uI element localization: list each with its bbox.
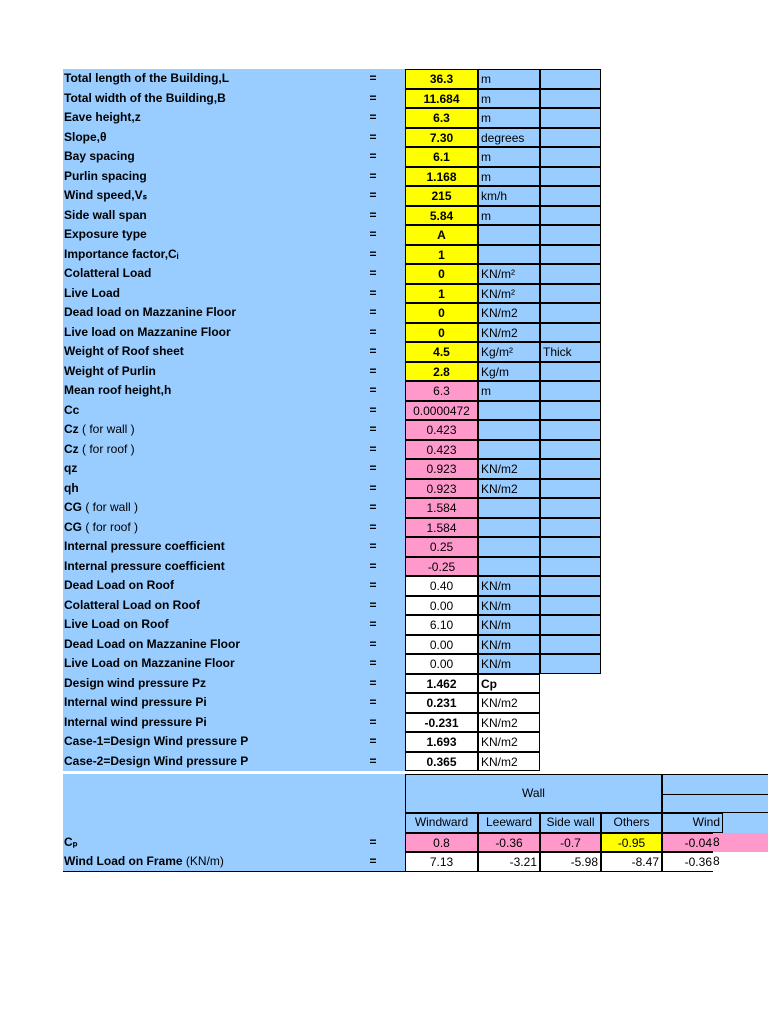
equals-sign: = (341, 167, 405, 187)
unit-cell: m (478, 167, 540, 187)
extra-cell (540, 225, 601, 245)
row-label: Case-1=Design Wind pressure P (63, 732, 341, 752)
extra-cell (540, 479, 601, 499)
extra-cell (540, 128, 601, 148)
extra-cell (540, 596, 601, 616)
value-cell[interactable]: 1 (405, 245, 478, 265)
unit-cell: KN/m (478, 596, 540, 616)
row-label: Cz ( for wall ) (63, 420, 341, 440)
table-row (63, 342, 601, 362)
value-cell: 0.365 (405, 752, 478, 772)
extra-cell (540, 108, 601, 128)
unit-cell: KN/m2 (478, 732, 540, 752)
row-label: Internal wind pressure Pi (63, 693, 341, 713)
unit-cell: KN/m (478, 576, 540, 596)
value-cell[interactable]: 0 (405, 323, 478, 343)
equals-sign: = (341, 537, 405, 557)
table-row (63, 654, 601, 674)
row-label: Total length of the Building,L (63, 69, 341, 89)
value-cell: 0.0000472 (405, 401, 478, 421)
value-cell: -0.25 (405, 557, 478, 577)
unit-cell: m (478, 381, 540, 401)
table-row (63, 440, 601, 460)
value-cell: 0.00 (405, 635, 478, 655)
extra-cell (540, 401, 601, 421)
equals-sign: = (341, 596, 405, 616)
extra-cell (540, 89, 601, 109)
extra-cell (540, 518, 601, 538)
row-label: CG ( for roof ) (63, 518, 341, 538)
table-row (63, 167, 601, 187)
row-label: Dead load on Mazzanine Floor (63, 303, 341, 323)
value-cell: -0.231 (405, 713, 478, 733)
equals-sign: = (341, 459, 405, 479)
row-label: Slope,θ (63, 128, 341, 148)
row-label: Exposure type (63, 225, 341, 245)
value-cell[interactable]: 6.3 (405, 108, 478, 128)
unit-cell: KN/m² (478, 264, 540, 284)
header-left-block (63, 774, 405, 833)
row-label: Purlin spacing (63, 167, 341, 187)
table-row (63, 225, 601, 245)
roof-group-divider (662, 794, 768, 795)
cp-trailing: 8 (713, 833, 768, 853)
row-label: Live Load (63, 284, 341, 304)
row-label: Internal pressure coefficient (63, 557, 341, 577)
table-row (63, 401, 601, 421)
value-cell[interactable]: A (405, 225, 478, 245)
unit-cell: KN/m (478, 654, 540, 674)
unit-cell: m (478, 89, 540, 109)
unit-cell: degrees (478, 128, 540, 148)
value-cell: 0.923 (405, 479, 478, 499)
extra-cell (540, 362, 601, 382)
row-label: Colatteral Load on Roof (63, 596, 341, 616)
equals-sign: = (341, 225, 405, 245)
equals-sign: = (341, 752, 405, 772)
unit-cell: m (478, 108, 540, 128)
row-label: Case-2=Design Wind pressure P (63, 752, 341, 772)
value-cell[interactable]: 215 (405, 186, 478, 206)
equals-sign: = (341, 479, 405, 499)
equals-sign: = (341, 654, 405, 674)
table-row (63, 186, 601, 206)
unit-cell: KN/m2 (478, 752, 540, 772)
unit-cell (478, 498, 540, 518)
unit-cell: Kg/m (478, 362, 540, 382)
row-label: Side wall span (63, 206, 341, 226)
unit-cell: KN/m2 (478, 693, 540, 713)
table-row (63, 557, 601, 577)
unit-cell: KN/m² (478, 284, 540, 304)
table-row (63, 323, 601, 343)
unit-cell (478, 518, 540, 538)
equals-sign: = (341, 186, 405, 206)
row-label: Cc (63, 401, 341, 421)
value-cell[interactable]: 0 (405, 264, 478, 284)
table-row (63, 498, 601, 518)
row-label: Live Load on Roof (63, 615, 341, 635)
extra-cell (540, 459, 601, 479)
equals-sign: = (341, 69, 405, 89)
extra-cell (540, 186, 601, 206)
equals-sign: = (341, 206, 405, 226)
value-cell: 1.584 (405, 498, 478, 518)
equals-sign: = (341, 381, 405, 401)
extra-cell (540, 303, 601, 323)
row-label: qh (63, 479, 341, 499)
unit-cell (478, 537, 540, 557)
value-cell: 0.231 (405, 693, 478, 713)
value-cell[interactable]: 1.168 (405, 167, 478, 187)
extra-cell (540, 537, 601, 557)
equals-sign: = (341, 615, 405, 635)
table-row (63, 420, 601, 440)
value-cell[interactable]: 6.1 (405, 147, 478, 167)
row-label: Colatteral Load (63, 264, 341, 284)
equals-sign: = (341, 420, 405, 440)
value-cell[interactable]: 1 (405, 284, 478, 304)
equals-sign: = (341, 362, 405, 382)
wind-load-trailing: 8 (713, 852, 723, 872)
extra-cell (540, 323, 601, 343)
extra-cell (540, 147, 601, 167)
table-row (63, 303, 601, 323)
table-row (63, 128, 601, 148)
extra-cell: Thick (540, 342, 601, 362)
cp-value-cell: -0.36 (478, 833, 540, 853)
extra-cell (540, 635, 601, 655)
equals-sign: = (341, 108, 405, 128)
extra-cell (540, 206, 601, 226)
table-row (63, 674, 601, 694)
wind-load-value-cell: -0.36 (662, 852, 723, 872)
extra-cell (540, 654, 601, 674)
extra-cell (540, 576, 601, 596)
equals-sign: = (341, 518, 405, 538)
table-row (63, 206, 601, 226)
table-row (63, 693, 601, 713)
unit-cell: KN/m2 (478, 303, 540, 323)
table-row (63, 108, 601, 128)
table-row (63, 752, 601, 772)
header-right-filler (723, 813, 768, 833)
unit-cell: KN/m (478, 635, 540, 655)
unit-cell (478, 420, 540, 440)
column-header: Wind (662, 813, 723, 833)
cp-value-cell: -0.7 (540, 833, 601, 853)
table-row (63, 69, 601, 89)
row-label: Live load on Mazzanine Floor (63, 323, 341, 343)
equals-sign: = (341, 635, 405, 655)
value-cell: 1.693 (405, 732, 478, 752)
value-cell[interactable]: 7.30 (405, 128, 478, 148)
row-label: Total width of the Building,B (63, 89, 341, 109)
wind-load-value-cell: -3.21 (478, 852, 540, 872)
wind-load-value-cell: 7.13 (405, 852, 478, 872)
extra-cell (540, 498, 601, 518)
cp-value-cell: -0.04 (662, 833, 723, 853)
table-row (63, 459, 601, 479)
row-label: CG ( for wall ) (63, 498, 341, 518)
value-cell[interactable]: 2.8 (405, 362, 478, 382)
equals-sign: = (341, 264, 405, 284)
table-row (63, 537, 601, 557)
wall-group-header: Wall (405, 774, 662, 813)
unit-cell: m (478, 69, 540, 89)
unit-cell: KN/m2 (478, 459, 540, 479)
unit-cell: KN/m (478, 615, 540, 635)
unit-cell (478, 557, 540, 577)
row-label: Dead Load on Mazzanine Floor (63, 635, 341, 655)
extra-cell (540, 440, 601, 460)
row-label: Bay spacing (63, 147, 341, 167)
cp-value-cell: -0.95 (601, 833, 662, 853)
equals-sign: = (341, 245, 405, 265)
equals-sign: = (341, 342, 405, 362)
table-row (63, 635, 601, 655)
column-header: Leeward (478, 813, 540, 833)
value-cell[interactable]: 0 (405, 303, 478, 323)
extra-cell (540, 381, 601, 401)
table-row (63, 576, 601, 596)
row-label: Internal wind pressure Pi (63, 713, 341, 733)
value-cell[interactable]: 4.5 (405, 342, 478, 362)
extra-cell (540, 167, 601, 187)
row-label: Importance factor,Cᵢ (63, 245, 341, 265)
unit-cell: m (478, 147, 540, 167)
extra-cell (540, 420, 601, 440)
equals-sign: = (341, 557, 405, 577)
extra-cell (540, 264, 601, 284)
row-label: Design wind pressure Pz (63, 674, 341, 694)
value-cell[interactable]: 5.84 (405, 206, 478, 226)
wind-load-value-cell: -8.47 (601, 852, 662, 872)
row-label: Internal pressure coefficient (63, 537, 341, 557)
table-row (63, 264, 601, 284)
equals-sign: = (341, 401, 405, 421)
table-row (63, 381, 601, 401)
table-row (63, 245, 601, 265)
extra-cell (540, 69, 601, 89)
cp-value-cell: 0.8 (405, 833, 478, 853)
row-label: Weight of Roof sheet (63, 342, 341, 362)
row-label: Dead Load on Roof (63, 576, 341, 596)
extra-cell (540, 557, 601, 577)
unit-cell (478, 401, 540, 421)
unit-cell: KN/m2 (478, 323, 540, 343)
equals-sign: = (341, 303, 405, 323)
row-label: Live Load on Mazzanine Floor (63, 654, 341, 674)
equals-sign: = (341, 852, 405, 872)
extra-cell (540, 284, 601, 304)
unit-cell: Kg/m² (478, 342, 540, 362)
extra-cell (540, 245, 601, 265)
wind-load-label: Wind Load on Frame (KN/m) (63, 852, 341, 872)
unit-cell (478, 440, 540, 460)
column-header: Side wall (540, 813, 601, 833)
row-label: Mean roof height,h (63, 381, 341, 401)
value-cell: 6.3 (405, 381, 478, 401)
equals-sign: = (341, 440, 405, 460)
equals-sign: = (341, 576, 405, 596)
table-row (63, 362, 601, 382)
equals-sign: = (341, 732, 405, 752)
equals-sign: = (341, 89, 405, 109)
equals-sign: = (341, 128, 405, 148)
value-cell[interactable]: 36.3 (405, 69, 478, 89)
unit-cell (478, 225, 540, 245)
value-cell: 0.423 (405, 420, 478, 440)
value-cell[interactable]: 11.684 (405, 89, 478, 109)
row-label: Cz ( for roof ) (63, 440, 341, 460)
value-cell: 0.40 (405, 576, 478, 596)
cp-label: Cₚ (63, 833, 341, 853)
value-cell: 1.584 (405, 518, 478, 538)
unit-cell: KN/m2 (478, 713, 540, 733)
equals-sign: = (341, 833, 405, 853)
table-row (63, 147, 601, 167)
unit-cell: km/h (478, 186, 540, 206)
row-label: qz (63, 459, 341, 479)
table-row (63, 479, 601, 499)
column-header: Others (601, 813, 662, 833)
unit-cell: m (478, 206, 540, 226)
table-row (63, 615, 601, 635)
equals-sign: = (341, 147, 405, 167)
value-cell: 6.10 (405, 615, 478, 635)
row-label: Weight of Purlin (63, 362, 341, 382)
equals-sign: = (341, 713, 405, 733)
value-cell: 0.00 (405, 654, 478, 674)
table-row (63, 596, 601, 616)
row-label: Eave height,z (63, 108, 341, 128)
unit-cell: Cp (478, 674, 540, 694)
table-row (63, 732, 601, 752)
value-cell: 0.25 (405, 537, 478, 557)
row-label: Wind speed,Vₛ (63, 186, 341, 206)
column-header: Windward (405, 813, 478, 833)
equals-sign: = (341, 323, 405, 343)
value-cell: 1.462 (405, 674, 478, 694)
wind-load-value-cell: -5.98 (540, 852, 601, 872)
unit-cell (478, 245, 540, 265)
equals-sign: = (341, 693, 405, 713)
equals-sign: = (341, 498, 405, 518)
table-row (63, 518, 601, 538)
table-row (63, 713, 601, 733)
equals-sign: = (341, 674, 405, 694)
value-cell: 0.00 (405, 596, 478, 616)
table-row (63, 284, 601, 304)
value-cell: 0.423 (405, 440, 478, 460)
value-cell: 0.923 (405, 459, 478, 479)
extra-cell (540, 615, 601, 635)
equals-sign: = (341, 284, 405, 304)
table-row (63, 89, 601, 109)
unit-cell: KN/m2 (478, 479, 540, 499)
